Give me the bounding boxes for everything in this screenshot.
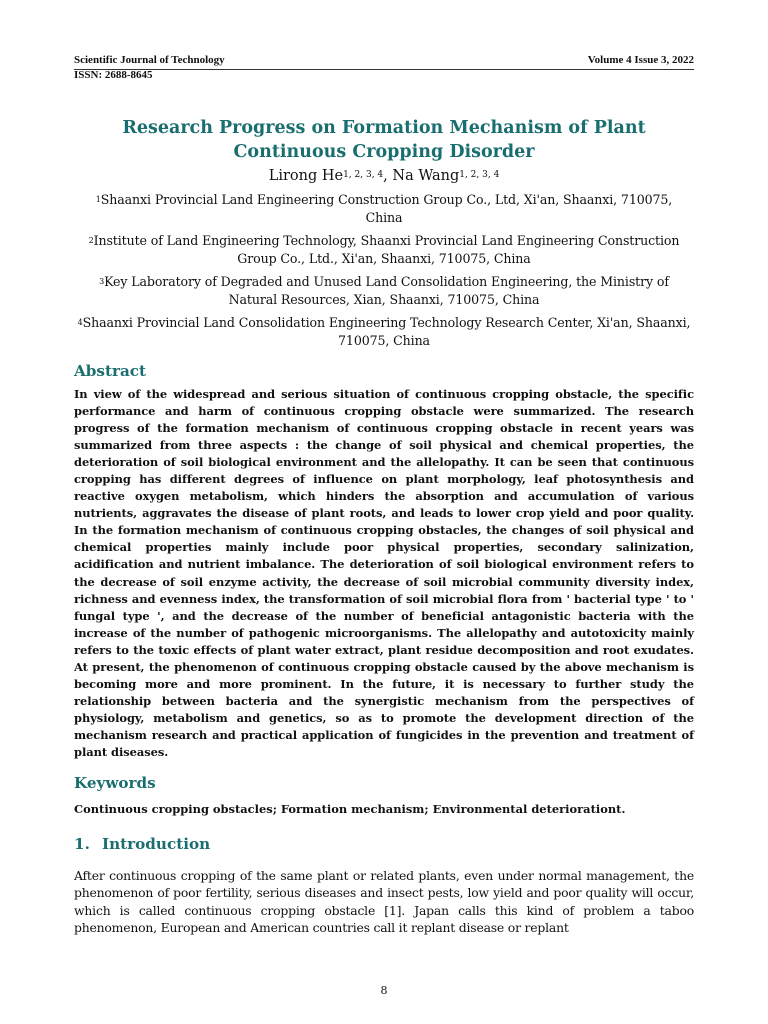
affiliation	[74, 232, 694, 268]
affiliation-mark: 3	[99, 277, 105, 286]
page-number: 8	[380, 984, 388, 997]
abstract-text: In view of the widespread and serious situation of continuous cropping obstacle, the specific performance and harm of continuous cropping obstacle were summarized. The research progress of the formation mechanism of continuous cropping obstacle in recent years was summarized from three aspects : the change of soil physical and chemical properties, the deterioration of soil biological environment and the allelopathy. It can be seen that continuous cropping has different degrees of influence on plant morphology, leaf photosynthesis and reactive oxygen metabolism, which hinders the absorption and accumulation of various nutrients, aggravates the disease of plant roots, and leads to lower crop yield and poor quality. In the formation mechanism of continuous cropping obstacles, the changes of soil physical and chemical properties mainly include poor physical properties, secondary salinization, acidification and nutrient imbalance. The deterioration of soil biological environment refers to the decrease of soil enzyme activity, the decrease of soil microbial community diversity index, richness and evenness index, the transformation of soil microbial flora from ' bacterial type ' to ' fungal type ', and the decrease of the number of beneficial antagonistic bacteria with the increase of the number of pathogenic microorganisms. The allelopathy and autotoxicity mainly refers to the toxic effects of plant water extract, plant residue decomposition and root exudates. At present, the phenomenon of continuous cropping obstacle caused by the above mechanism is becoming more and more prominent. In the future, it is necessary to further study the relationship between bacteria and the synergistic mechanism from the perspectives of physiology, metabolism and genetics, so as to promote the development direction of the mechanism research and practical application of fungicides in the prevention and treatment of plant diseases.	[74, 387, 694, 759]
issn: ISSN: 2688-8645	[74, 69, 153, 81]
affiliation	[74, 191, 694, 227]
abstract-heading: Abstract	[74, 362, 147, 380]
author-name: Na Wang	[392, 168, 460, 184]
article-title: Research Progress on Formation Mechanism of Plant Continuous Cropping Disorder	[122, 118, 646, 162]
introduction-heading	[74, 834, 694, 854]
keywords-heading: Keywords	[74, 774, 156, 793]
section-title: Introduction	[102, 835, 211, 854]
running-header	[74, 53, 694, 83]
affiliation-mark: 1	[95, 195, 101, 204]
introduction-text: After continuous cropping of the same plant or related plants, even under normal management, the phenomenon of poor fertility, serious diseases and insect pests, low yield and poor quality will occur, which is called continuous cropping obstacle [1]. Japan calls this kind of problem a taboo phenomenon, European and American countries call it replant disease or replant	[74, 868, 694, 936]
affiliation-text: Shaanxi Provincial Land Engineering Construction Group Co., Ltd, Xi'an, Shaanxi, 710075, China	[100, 192, 673, 225]
header-rule	[74, 69, 694, 70]
affiliation-mark: 4	[77, 318, 83, 327]
affiliation	[74, 273, 694, 309]
affiliation-text: Institute of Land Engineering Technology, Shaanxi Provincial Land Engineering Construction Group Co., Ltd., Xi'an, Shaanxi, 710075, China	[93, 233, 680, 266]
author-name: Lirong He	[268, 168, 344, 184]
author-line: Lirong He$^{1, 2, 3, 4}$, Na Wang$^{1, 2, 3, 4}$	[268, 168, 500, 184]
author-affil-marks: 1, 2, 3, 4	[343, 170, 384, 180]
section-number: 1.	[74, 835, 90, 854]
affiliation-text: Key Laboratory of Degraded and Unused Land Consolidation Engineering, the Ministry of Natural Resources, Xian, Shaanxi, 710075, China	[104, 274, 669, 307]
author-affil-marks: 1, 2, 3, 4	[459, 170, 500, 180]
volume-issue: Volume 4 Issue 3, 2022	[587, 54, 694, 66]
affiliation-mark: 2	[88, 236, 94, 245]
article-body	[74, 116, 694, 937]
affiliation	[74, 314, 694, 350]
journal-name: Scientific Journal of Technology	[74, 54, 225, 66]
keywords-text: Continuous cropping obstacles; Formation mechanism; Environmental deteriorationt.	[74, 802, 626, 817]
affiliation-text: Shaanxi Provincial Land Consolidation Engineering Technology Research Center, Xi'an, Shaanxi, 710075, China	[82, 315, 691, 348]
